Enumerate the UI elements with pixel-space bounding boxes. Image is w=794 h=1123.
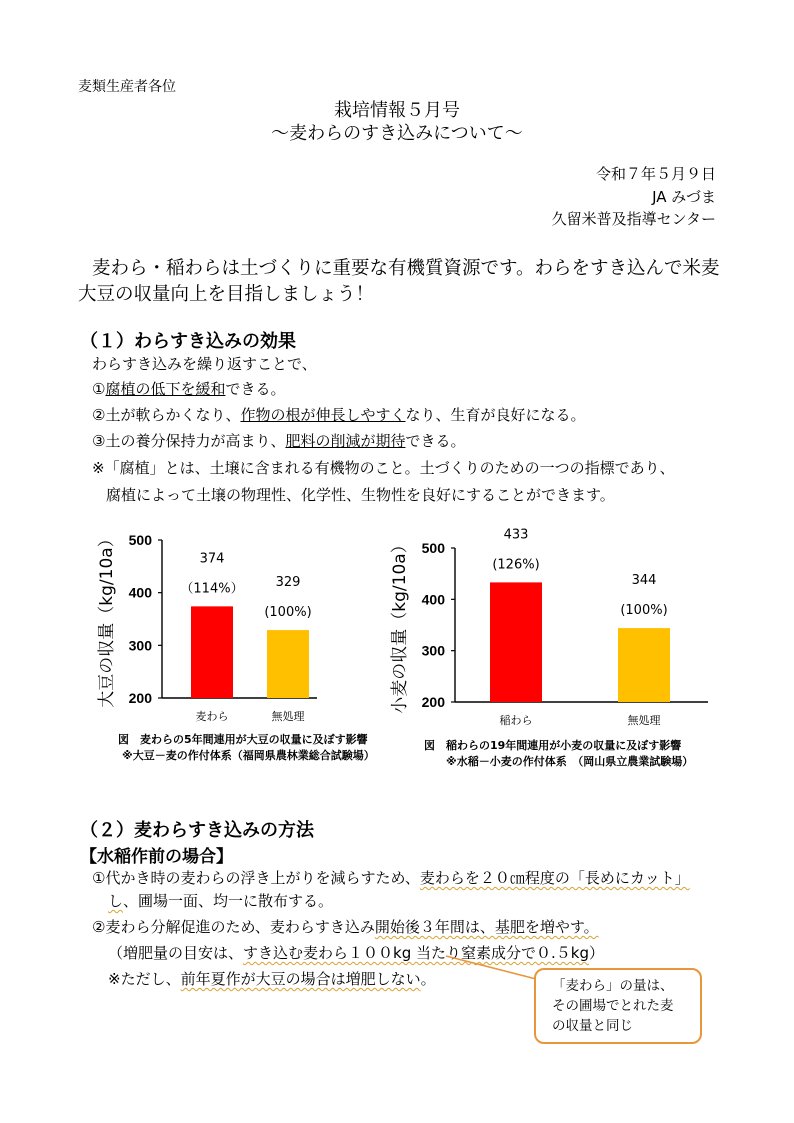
- callout-box: [534, 968, 702, 1044]
- y-tick-label: 200: [421, 694, 445, 710]
- method-item-1-cont-underlined: し: [108, 892, 124, 910]
- data-label: 433: [503, 527, 529, 543]
- chart2-caption-line-1: 図 稲わらの19年間連用が小麦の収量に及ぼす影響: [424, 739, 682, 752]
- bar: [267, 630, 309, 698]
- humus-note-line-2: 腐植によって土壌の物理性、化学性、生物性を良好にすることができます。: [106, 486, 615, 504]
- callout-line-3: の収量と同じ: [552, 1018, 633, 1034]
- addressee: 麦類生産者各位: [78, 79, 176, 95]
- effect-item-3-post: できる。: [405, 432, 466, 450]
- method-item-2: [92, 916, 599, 937]
- page-title: 栽培情報５月号: [334, 100, 460, 121]
- method-item-1-cont: [108, 890, 333, 911]
- soybean-yield-chart: [92, 530, 392, 730]
- callout-line-2: その圃場でとれた麦: [552, 998, 674, 1014]
- y-tick-label: 200: [128, 690, 152, 706]
- method-note-pre: ※ただし、: [108, 970, 181, 988]
- section2-heading: （２）麦わらすき込みの方法: [80, 820, 314, 841]
- bar: [490, 582, 542, 702]
- effect-item-2: [92, 404, 585, 425]
- percent-label: (100%): [620, 603, 668, 619]
- callout-line-1: 「麦わら」の量は、: [552, 978, 674, 994]
- y-axis-label: 大豆の収量（kg/10a）: [97, 530, 117, 708]
- y-tick-label: 500: [128, 532, 152, 548]
- y-tick-label: 300: [128, 637, 152, 654]
- category-label: 麦わら: [195, 710, 229, 723]
- intro-line-2: 大豆の収量向上を目指しましょう！: [78, 284, 375, 305]
- percent-label: (100%): [264, 605, 312, 621]
- section1-lead: わらすき込みを繰り返すことで、: [92, 355, 317, 373]
- effect-item-2-underlined: 作物の根が伸長しやすく: [240, 406, 406, 424]
- effect-item-3: [92, 430, 465, 451]
- bar: [191, 606, 233, 698]
- section1-heading: （１）わらすき込みの効果: [80, 331, 296, 352]
- category-label: 無処理: [271, 710, 305, 723]
- chart1-caption-line-1: 図 麦わらの5年間連用が大豆の収量に及ぼす影響: [118, 733, 368, 746]
- method-item-1-pre: ①代かき時の麦わらの浮き上がりを減らすため、: [92, 869, 420, 887]
- effect-item-3-pre: ③土の養分保持力が高まり、: [92, 432, 286, 450]
- y-tick-label: 500: [421, 540, 445, 556]
- humus-note-line-1: ※「腐植」とは、土壌に含まれる有機物のこと。土づくりのための一つの指標であり、: [92, 459, 675, 477]
- page-subtitle: ～麦わらのすき込みについて～: [271, 123, 523, 144]
- category-label: 無処理: [627, 714, 661, 727]
- section2-subheading: 【水稲作前の場合】: [80, 847, 233, 867]
- method-item-2-pre: ②麦わら分解促進のため、麦わらすき込み: [92, 918, 375, 936]
- method-item-1-underlined: 麦わらを２０㎝程度の「長めにカット」: [419, 869, 690, 887]
- category-label: 稲わら: [499, 714, 533, 727]
- effect-item-1: [92, 378, 285, 399]
- effect-item-1-post: できる。: [225, 380, 286, 398]
- intro-line-1: 麦わら・稲わらは土づくりに重要な有機質資源です。わらをすき込んで米麦: [92, 258, 720, 279]
- chart2-caption-line-2: ※水稲－小麦の作付体系 （岡山県立農業試験場）: [446, 755, 694, 768]
- method-note-underlined: 前年夏作が大豆の場合は増肥しない: [180, 970, 421, 988]
- method-item-2-detail-underlined: すき込む麦わら１００kg 当たり窒素成分で０.５kg: [243, 944, 589, 962]
- issue-date: 令和７年５月９日: [595, 165, 716, 183]
- bar: [618, 628, 670, 702]
- y-axis-label: 小麦の収量（kg/10a）: [390, 536, 410, 714]
- method-item-2-underlined: 開始後３年間は、基肥を増やす。: [374, 918, 599, 936]
- method-note-post: 。: [420, 970, 436, 988]
- data-label: 344: [631, 573, 657, 589]
- method-item-1: [92, 867, 690, 888]
- chart1-caption-line-2: ※大豆－麦の作付体系（福岡県農林業総合試験場）: [122, 749, 375, 762]
- wheat-yield-chart: [390, 527, 720, 735]
- method-item-2-detail-pre: （増肥量の目安は、: [108, 944, 244, 962]
- effect-item-2-post: なり、生育が良好になる。: [405, 406, 586, 424]
- percent-label: (126%): [492, 557, 540, 573]
- effect-item-2-pre: ②土が軟らかくなり、: [92, 406, 241, 424]
- percent-label: （114%）: [180, 581, 244, 597]
- method-item-1-cont-post: 、圃場一面、均一に散布する。: [123, 892, 334, 910]
- y-tick-label: 400: [128, 584, 152, 601]
- y-tick-label: 300: [421, 642, 445, 659]
- data-label: 329: [275, 575, 301, 591]
- method-note: [108, 968, 436, 989]
- organization: JA みづま: [652, 188, 716, 206]
- y-tick-label: 400: [421, 591, 445, 608]
- effect-item-3-underlined: 肥料の削減が期待: [285, 432, 406, 450]
- method-item-2-detail-post: ）: [588, 944, 604, 962]
- extension-center: 久留米普及指導センター: [551, 210, 716, 228]
- data-label: 374: [199, 551, 225, 567]
- effect-item-1-underlined: 腐植の低下を緩和: [105, 380, 226, 398]
- effect-item-1-pre: ①: [92, 380, 106, 398]
